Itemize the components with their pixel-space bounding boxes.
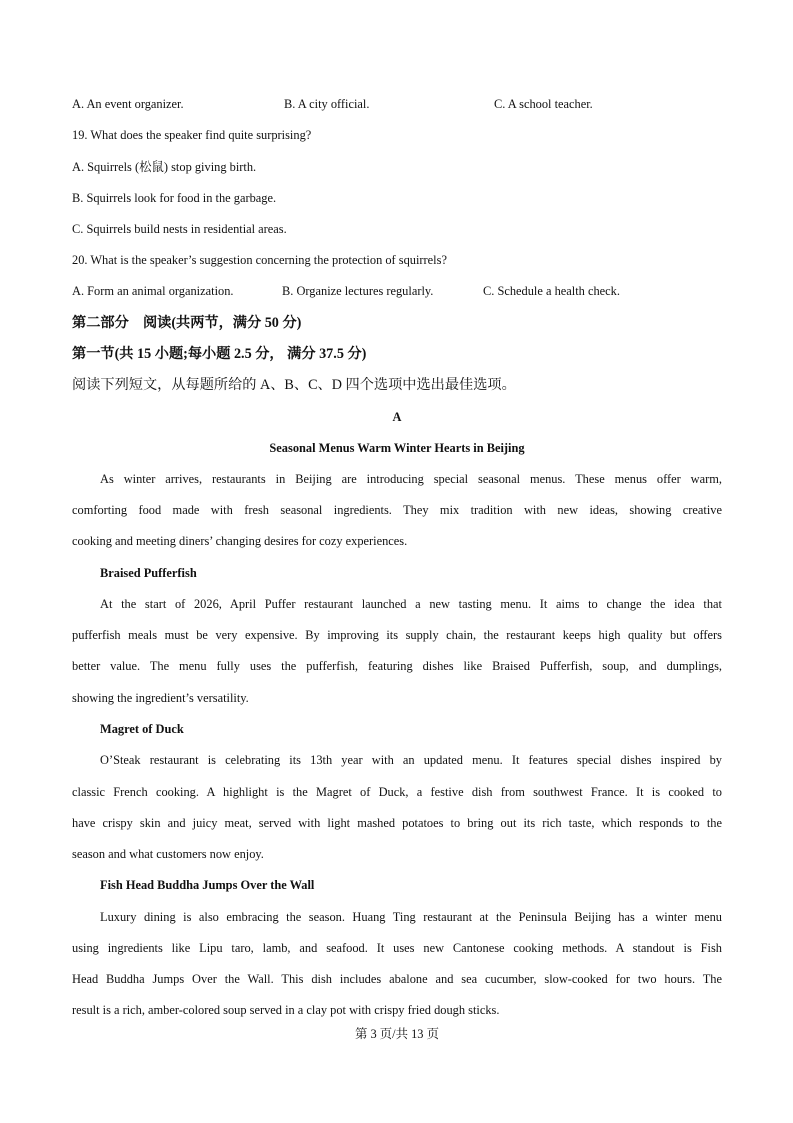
q18-option-b: B. A city official. — [284, 97, 370, 111]
section1-title: 第一节(共 15 小题;每小题 2.5 分， 满分 37.5 分) — [72, 346, 367, 362]
intro-line: cooking and meeting diners’ changing desires for cozy experiences. — [72, 534, 408, 548]
paragraph-line: pufferfish meals must be very expensive. By improving its supply chain, the restaurant keeps high quality but offers — [72, 628, 722, 642]
paragraph-line: showing the ingredient’s versatility. — [72, 691, 249, 705]
section-heading-fish-head: Fish Head Buddha Jumps Over the Wall — [100, 878, 315, 892]
paragraph-line: Luxury dining is also embracing the season. Huang Ting restaurant at the Peninsula Beijing has a winter menu — [100, 910, 722, 924]
passage-title: Seasonal Menus Warm Winter Hearts in Beijing — [269, 441, 525, 455]
paragraph-line: Head Buddha Jumps Over the Wall. This dish includes abalone and sea cucumber, slow-cooked for two hours. The — [72, 972, 722, 986]
q20-question: 20. What is the speaker’s suggestion concerning the protection of squirrels? — [72, 253, 447, 267]
q20-option-c: C. Schedule a health check. — [483, 284, 620, 298]
q19-option-c: C. Squirrels build nests in residential areas. — [72, 222, 287, 236]
q19-option-a: A. Squirrels (松鼠) stop giving birth. — [72, 160, 257, 174]
paragraph-line: At the start of 2026, April Puffer restaurant launched a new tasting menu. It aims to change the idea that — [100, 597, 722, 611]
passage-label: A — [392, 410, 402, 424]
paragraph-line: result is a rich, amber-colored soup served in a clay pot with crispy fried dough sticks. — [72, 1003, 500, 1017]
paragraph-line: better value. The menu fully uses the pufferfish, featuring dishes like Braised Pufferfish, soup, and dumplings, — [72, 659, 722, 673]
paragraph-line: using ingredients like Lipu taro, lamb, and seafood. It uses new Cantonese cooking methods. A standout is Fish — [72, 941, 722, 955]
q19-question: 19. What does the speaker find quite surprising? — [72, 128, 312, 142]
section-heading-pufferfish: Braised Pufferfish — [100, 566, 197, 580]
paragraph-line: season and what customers now enjoy. — [72, 847, 264, 861]
part2-title: 第二部分 阅读(共两节，满分 50 分) — [72, 315, 302, 331]
paragraph-line: have crispy skin and juicy meat, served with light mashed potatoes to bring out its rich taste, which responds to the — [72, 816, 722, 830]
paragraph-line: O’Steak restaurant is celebrating its 13th year with an updated menu. It features special dishes inspired by — [100, 753, 722, 767]
q20-option-a: A. Form an animal organization. — [72, 284, 234, 298]
reading-instruction: 阅读下列短文，从每题所给的 A、B、C、D 四个选项中选出最佳选项。 — [72, 377, 516, 393]
paragraph-line: classic French cooking. A highlight is the Magret of Duck, a festive dish from southwest France. It is cooked to — [72, 785, 722, 799]
q19-option-b: B. Squirrels look for food in the garbage. — [72, 191, 277, 205]
intro-line: As winter arrives, restaurants in Beijing are introducing special seasonal menus. These menus offer warm, — [100, 472, 722, 486]
page-number: 第 3 页/共 13 页 — [355, 1027, 439, 1041]
q20-option-b: B. Organize lectures regularly. — [282, 284, 434, 298]
section-heading-duck: Magret of Duck — [100, 722, 184, 736]
q18-option-c: C. A school teacher. — [494, 97, 593, 111]
q18-option-a: A. An event organizer. — [72, 97, 184, 111]
intro-line: comforting food made with fresh seasonal ingredients. They mix tradition with new ideas, showing creative — [72, 503, 722, 517]
